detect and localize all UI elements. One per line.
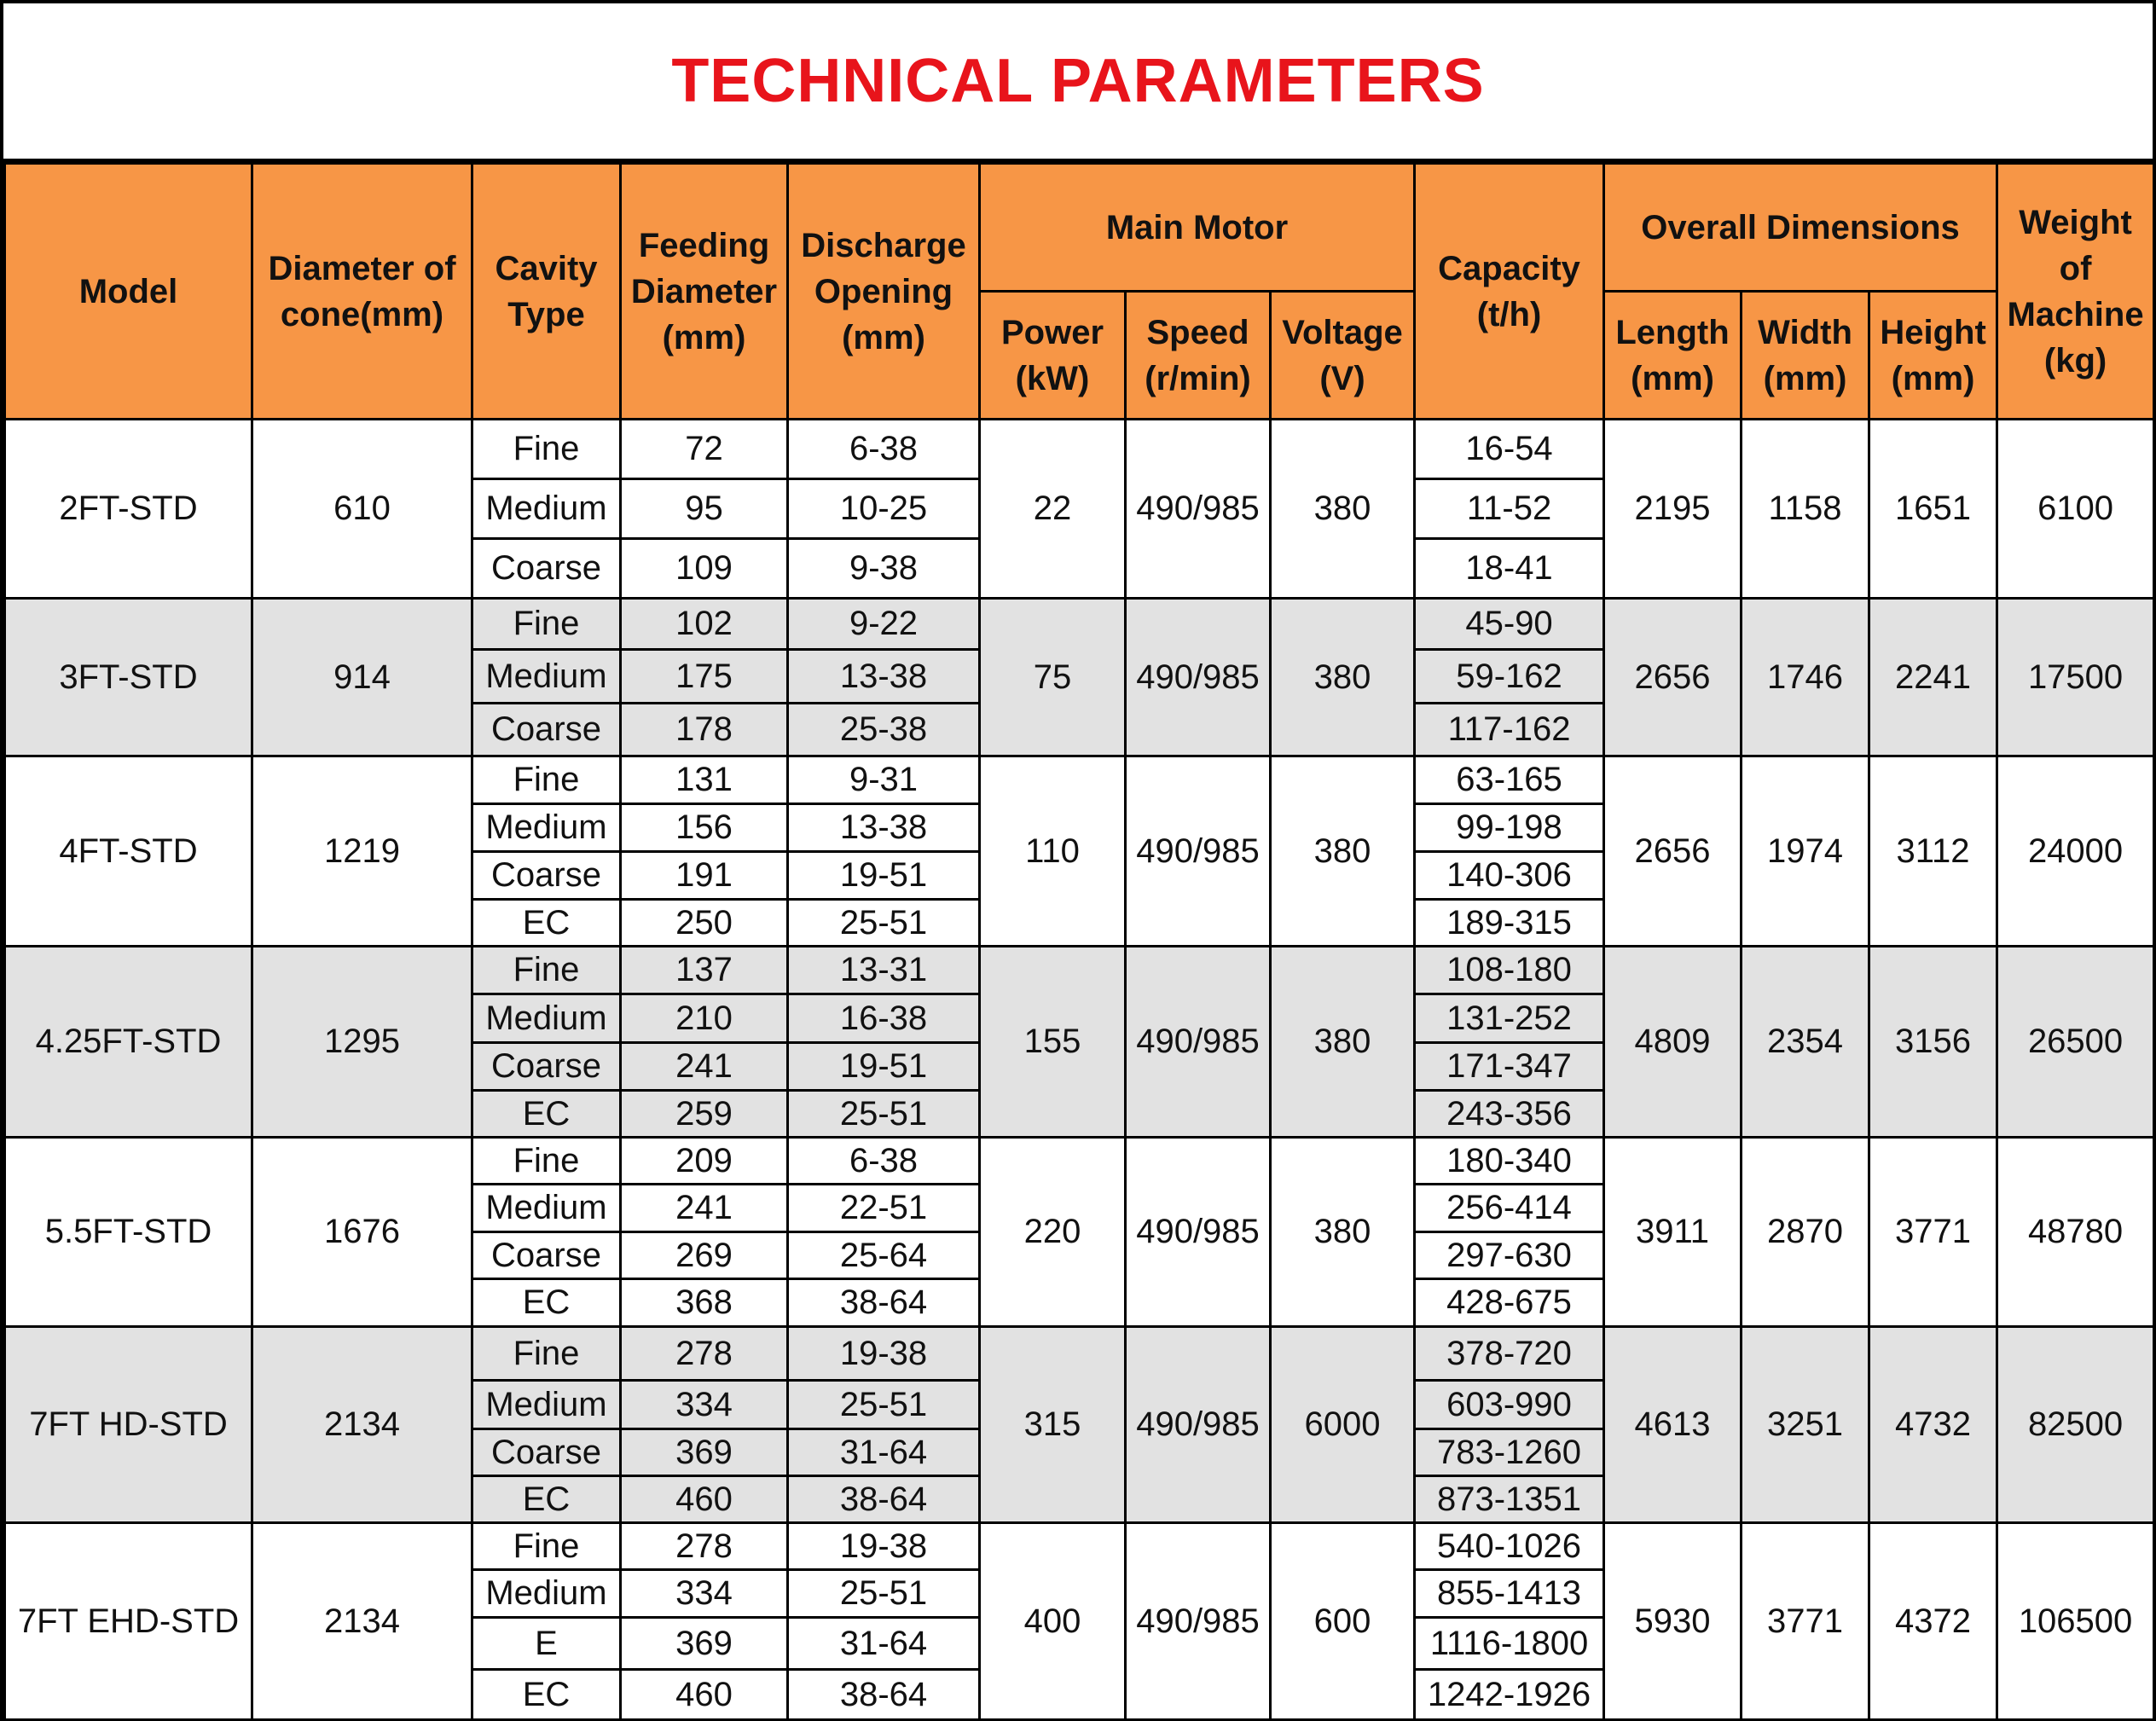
cell-capacity: 11-52	[1415, 479, 1604, 539]
cell-feeding: 241	[621, 1185, 788, 1232]
cell-discharge: 38-64	[788, 1670, 980, 1720]
cell-feeding: 72	[621, 420, 788, 479]
cell-feeding: 175	[621, 650, 788, 704]
cell-discharge: 25-51	[788, 1091, 980, 1138]
cell-length: 4613	[1604, 1327, 1742, 1523]
cell-cavity: Coarse	[472, 539, 621, 599]
cell-width: 2870	[1742, 1138, 1869, 1327]
cell-feeding: 209	[621, 1138, 788, 1185]
table-body	[5, 420, 2154, 1720]
cell-capacity: 297-630	[1415, 1232, 1604, 1279]
cell-discharge: 19-38	[788, 1523, 980, 1570]
cell-voltage: 6000	[1271, 1327, 1415, 1523]
cell-voltage: 380	[1271, 420, 1415, 599]
header-overall-dimensions: Overall Dimensions	[1604, 164, 1997, 292]
cell-height: 3112	[1869, 756, 1997, 947]
header-diameter: Diameter of cone(mm)	[252, 164, 472, 420]
cell-length: 2195	[1604, 420, 1742, 599]
cell-feeding: 334	[621, 1381, 788, 1429]
cell-speed: 490/985	[1126, 756, 1271, 947]
cell-feeding: 460	[621, 1476, 788, 1523]
cell-weight: 26500	[1997, 947, 2154, 1138]
cell-speed: 490/985	[1126, 1138, 1271, 1327]
cell-speed: 490/985	[1126, 1327, 1271, 1523]
cell-cavity: Fine	[472, 947, 621, 994]
cell-cavity: Coarse	[472, 1232, 621, 1279]
cell-discharge: 19-38	[788, 1327, 980, 1381]
cell-voltage: 380	[1271, 599, 1415, 756]
cell-cavity: EC	[472, 1476, 621, 1523]
cell-power: 75	[980, 599, 1126, 756]
cell-cavity: Medium	[472, 1381, 621, 1429]
cell-cavity: Medium	[472, 479, 621, 539]
cell-capacity: 603-990	[1415, 1381, 1604, 1429]
cell-cavity: Fine	[472, 420, 621, 479]
cell-weight: 24000	[1997, 756, 2154, 947]
cell-length: 4809	[1604, 947, 1742, 1138]
cell-cavity: Coarse	[472, 1043, 621, 1091]
cell-height: 3156	[1869, 947, 1997, 1138]
header-capacity: Capacity (t/h)	[1415, 164, 1604, 420]
cell-feeding: 460	[621, 1670, 788, 1720]
cell-cavity: Fine	[472, 1327, 621, 1381]
cell-diameter: 914	[252, 599, 472, 756]
cell-capacity: 59-162	[1415, 650, 1604, 704]
cell-width: 1974	[1742, 756, 1869, 947]
cell-diameter: 1295	[252, 947, 472, 1138]
cell-capacity: 180-340	[1415, 1138, 1604, 1185]
cell-discharge: 22-51	[788, 1185, 980, 1232]
table-row	[5, 947, 2154, 994]
header-weight: Weight of Machine (kg)	[1997, 164, 2154, 420]
cell-feeding: 102	[621, 599, 788, 650]
cell-feeding: 368	[621, 1279, 788, 1327]
table-row	[5, 1523, 2154, 1570]
cell-capacity: 243-356	[1415, 1091, 1604, 1138]
cell-capacity: 171-347	[1415, 1043, 1604, 1091]
cell-weight: 17500	[1997, 599, 2154, 756]
cell-power: 400	[980, 1523, 1126, 1720]
cell-cavity: Fine	[472, 1523, 621, 1570]
cell-height: 4372	[1869, 1523, 1997, 1720]
cell-speed: 490/985	[1126, 1523, 1271, 1720]
cell-height: 2241	[1869, 599, 1997, 756]
cell-cavity: EC	[472, 1091, 621, 1138]
cell-weight: 6100	[1997, 420, 2154, 599]
cell-feeding: 334	[621, 1570, 788, 1618]
cell-model: 2FT-STD	[5, 420, 252, 599]
cell-diameter: 1676	[252, 1138, 472, 1327]
header-length: Length (mm)	[1604, 292, 1742, 420]
cell-capacity: 256-414	[1415, 1185, 1604, 1232]
cell-capacity: 189-315	[1415, 900, 1604, 947]
cell-capacity: 855-1413	[1415, 1570, 1604, 1618]
cell-weight: 48780	[1997, 1138, 2154, 1327]
cell-power: 110	[980, 756, 1126, 947]
table-row	[5, 420, 2154, 479]
cell-length: 2656	[1604, 756, 1742, 947]
header-main-motor: Main Motor	[980, 164, 1415, 292]
cell-cavity: Coarse	[472, 852, 621, 900]
header-power: Power (kW)	[980, 292, 1126, 420]
table-row	[5, 1138, 2154, 1185]
header-model: Model	[5, 164, 252, 420]
header-speed: Speed (r/min)	[1126, 292, 1271, 420]
cell-discharge: 19-51	[788, 1043, 980, 1091]
cell-discharge: 6-38	[788, 1138, 980, 1185]
cell-discharge: 13-38	[788, 650, 980, 704]
cell-power: 155	[980, 947, 1126, 1138]
cell-diameter: 610	[252, 420, 472, 599]
cell-height: 3771	[1869, 1138, 1997, 1327]
cell-discharge: 6-38	[788, 420, 980, 479]
cell-discharge: 31-64	[788, 1429, 980, 1476]
cell-capacity: 99-198	[1415, 804, 1604, 852]
cell-height: 1651	[1869, 420, 1997, 599]
cell-capacity: 540-1026	[1415, 1523, 1604, 1570]
cell-capacity: 873-1351	[1415, 1476, 1604, 1523]
cell-capacity: 117-162	[1415, 704, 1604, 756]
cell-voltage: 380	[1271, 1138, 1415, 1327]
cell-cavity: Coarse	[472, 1429, 621, 1476]
cell-capacity: 428-675	[1415, 1279, 1604, 1327]
cell-discharge: 9-31	[788, 756, 980, 804]
cell-discharge: 13-31	[788, 947, 980, 994]
table-row	[5, 599, 2154, 650]
cell-height: 4732	[1869, 1327, 1997, 1523]
cell-feeding: 95	[621, 479, 788, 539]
cell-discharge: 25-38	[788, 704, 980, 756]
cell-feeding: 278	[621, 1327, 788, 1381]
cell-width: 3251	[1742, 1327, 1869, 1523]
cell-discharge: 25-64	[788, 1232, 980, 1279]
cell-cavity: Fine	[472, 1138, 621, 1185]
cell-capacity: 108-180	[1415, 947, 1604, 994]
cell-discharge: 9-22	[788, 599, 980, 650]
cell-model: 7FT EHD-STD	[5, 1523, 252, 1720]
cell-cavity: Medium	[472, 650, 621, 704]
cell-speed: 490/985	[1126, 420, 1271, 599]
cell-feeding: 131	[621, 756, 788, 804]
cell-model: 4.25FT-STD	[5, 947, 252, 1138]
cell-capacity: 783-1260	[1415, 1429, 1604, 1476]
cell-cavity: Medium	[472, 804, 621, 852]
cell-capacity: 378-720	[1415, 1327, 1604, 1381]
cell-cavity: Medium	[472, 1185, 621, 1232]
cell-feeding: 109	[621, 539, 788, 599]
header-cavity: Cavity Type	[472, 164, 621, 420]
cell-feeding: 210	[621, 994, 788, 1043]
header-height: Height (mm)	[1869, 292, 1997, 420]
cell-capacity: 131-252	[1415, 994, 1604, 1043]
cell-feeding: 259	[621, 1091, 788, 1138]
cell-diameter: 2134	[252, 1327, 472, 1523]
cell-cavity: Coarse	[472, 704, 621, 756]
cell-capacity: 63-165	[1415, 756, 1604, 804]
cell-feeding: 250	[621, 900, 788, 947]
cell-length: 2656	[1604, 599, 1742, 756]
cell-length: 3911	[1604, 1138, 1742, 1327]
cell-cavity: Fine	[472, 599, 621, 650]
cell-weight: 106500	[1997, 1523, 2154, 1720]
cell-discharge: 10-25	[788, 479, 980, 539]
cell-discharge: 13-38	[788, 804, 980, 852]
cell-capacity: 1242-1926	[1415, 1670, 1604, 1720]
cell-power: 315	[980, 1327, 1126, 1523]
cell-width: 2354	[1742, 947, 1869, 1138]
cell-diameter: 1219	[252, 756, 472, 947]
cell-length: 5930	[1604, 1523, 1742, 1720]
cell-cavity: EC	[472, 1279, 621, 1327]
cell-feeding: 178	[621, 704, 788, 756]
cell-feeding: 269	[621, 1232, 788, 1279]
page-title: TECHNICAL PARAMETERS	[3, 3, 2153, 162]
cell-width: 3771	[1742, 1523, 1869, 1720]
cell-feeding: 241	[621, 1043, 788, 1091]
cell-voltage: 380	[1271, 947, 1415, 1138]
cell-capacity: 45-90	[1415, 599, 1604, 650]
cell-speed: 490/985	[1126, 599, 1271, 756]
cell-width: 1746	[1742, 599, 1869, 756]
cell-discharge: 38-64	[788, 1279, 980, 1327]
cell-cavity: Medium	[472, 1570, 621, 1618]
cell-voltage: 380	[1271, 756, 1415, 947]
table-row	[5, 756, 2154, 804]
cell-power: 220	[980, 1138, 1126, 1327]
cell-discharge: 25-51	[788, 1381, 980, 1429]
cell-model: 3FT-STD	[5, 599, 252, 756]
cell-power: 22	[980, 420, 1126, 599]
cell-feeding: 137	[621, 947, 788, 994]
cell-model: 5.5FT-STD	[5, 1138, 252, 1327]
header-feeding: Feeding Diameter (mm)	[621, 164, 788, 420]
cell-discharge: 19-51	[788, 852, 980, 900]
cell-cavity: EC	[472, 1670, 621, 1720]
cell-feeding: 191	[621, 852, 788, 900]
cell-feeding: 369	[621, 1429, 788, 1476]
cell-capacity: 1116-1800	[1415, 1618, 1604, 1670]
cell-model: 4FT-STD	[5, 756, 252, 947]
cell-model: 7FT HD-STD	[5, 1327, 252, 1523]
cell-feeding: 156	[621, 804, 788, 852]
table-row	[5, 1327, 2154, 1381]
cell-cavity: E	[472, 1618, 621, 1670]
cell-feeding: 369	[621, 1618, 788, 1670]
header-width: Width (mm)	[1742, 292, 1869, 420]
cell-discharge: 25-51	[788, 1570, 980, 1618]
cell-feeding: 278	[621, 1523, 788, 1570]
cell-cavity: Fine	[472, 756, 621, 804]
cell-diameter: 2134	[252, 1523, 472, 1720]
cell-discharge: 9-38	[788, 539, 980, 599]
cell-discharge: 25-51	[788, 900, 980, 947]
cell-discharge: 31-64	[788, 1618, 980, 1670]
header-discharge: Discharge Opening (mm)	[788, 164, 980, 420]
cell-weight: 82500	[1997, 1327, 2154, 1523]
header-voltage: Voltage (V)	[1271, 292, 1415, 420]
cell-discharge: 38-64	[788, 1476, 980, 1523]
parameters-table	[3, 162, 2155, 1721]
cell-capacity: 140-306	[1415, 852, 1604, 900]
cell-width: 1158	[1742, 420, 1869, 599]
cell-capacity: 16-54	[1415, 420, 1604, 479]
cell-voltage: 600	[1271, 1523, 1415, 1720]
cell-capacity: 18-41	[1415, 539, 1604, 599]
cell-cavity: Medium	[472, 994, 621, 1043]
cell-discharge: 16-38	[788, 994, 980, 1043]
cell-cavity: EC	[472, 900, 621, 947]
cell-speed: 490/985	[1126, 947, 1271, 1138]
